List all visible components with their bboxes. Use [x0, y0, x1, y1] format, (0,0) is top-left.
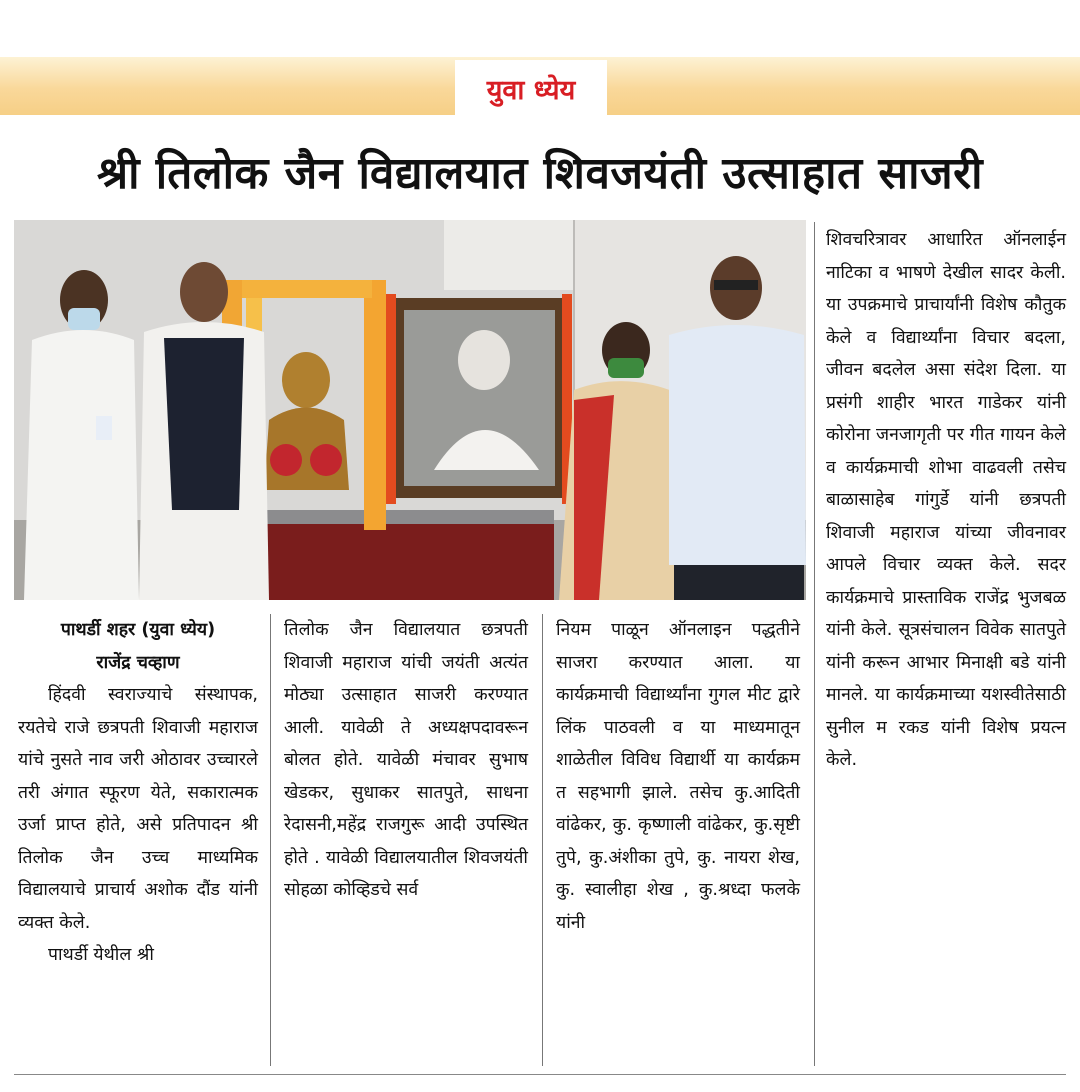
section-tag: युवा ध्येय: [486, 74, 576, 106]
article-column-2: [284, 614, 528, 907]
section-tag-box: [455, 60, 607, 116]
column-rule-3: [814, 222, 815, 1066]
article-column-3: [556, 614, 800, 939]
header-band-gap: [0, 115, 1080, 127]
bottom-rule: [14, 1074, 1066, 1075]
event-photo-illustration: [14, 220, 806, 600]
column-1-paragraph-1: हिंदवी स्वराज्याचे संस्थापक, रयतेचे राजे छत्रपती शिवाजी महाराज यांचे नुसते नाव जरी ओठावर उच्चारले तरी अंगात स्फूरण येते, सकारात्मक उर्जा प्राप्त होते, असे प्रतिपादन श्री तिलोक जैन उच्च माध्यमिक विद्यालयाचे प्राचार्य अशोक दौंड यांनी व्यक्त केले.: [18, 685, 258, 933]
column-1-paragraph-2: पाथर्डी येथील श्री: [48, 945, 154, 965]
column-4-text: शिवचरित्रावर आधारित ऑनलाईन नाटिका व भाषणे देखील सादर केली. या उपक्रमाचे प्राचार्यांनी विशेष कौतुक केले व विद्यार्थ्यांना विचार बदला, जीवन बदलेल असा संदेश दिला. या प्रसंगी शाहीर भारत गाडेकर यांनी कोरोना जनजागृती पर गीत गायन केले व कार्यक्रमाची शोभा वाढवली तसेच बाळासाहेब गांगुर्डे यांनी छत्रपती शिवाजी महाराज यांच्या जीवनावर आपले विचार व्यक्त केले. सदर कार्यक्रमाचे प्रास्ताविक राजेंद्र भुजबळ यांनी केले. सूत्रसंचालन विवेक सातपुते यांनी करून आभार मिनाक्षी बडे यांनी मानले. या कार्यक्रमाच्या यशस्वीतेसाठी सुनील म रकड यांनी विशेष प्रयत्न केले.: [826, 230, 1066, 770]
news-photo: [14, 220, 806, 600]
column-rule-1: [270, 614, 271, 1066]
article-column-4: [826, 224, 1066, 777]
column-rule-2: [542, 614, 543, 1066]
column-2-text: तिलोक जैन विद्यालयात छत्रपती शिवाजी महाराज यांची जयंती अत्यंत मोठ्या उत्साहात साजरी करण्यात आली. यावेळी ते अध्यक्षपदावरून बोलत होते. यावेळी मंचावर सुभाष खेडकर, सुधाकर सातपुते, साधना रेदासनी,महेंद्र राजगुरू आदी उपस्थित होते . यावेळी विद्यालयातील शिवजयंती सोहळा कोव्हिडचे सर्व: [284, 620, 528, 900]
article-column-1: [18, 614, 258, 972]
dateline: पाथर्डी शहर (युवा ध्येय): [60, 620, 216, 640]
column-3-text: नियम पाळून ऑनलाइन पद्धतीने साजरा करण्यात आला. या कार्यक्रमाची विद्यार्थ्यांना गुगल मीट द्वारे लिंक पाठवली व या माध्यमातून शाळेतील विविध विद्यार्थी या कार्यक्रम त सहभागी झाले. तसेच कु.आदिती वांढेकर, कु. कृष्णाली वांढेकर, कु.सृष्टी तुपे, कु.अंशीका तुपे, कु. नायरा शेख, कु. स्वालीहा शेख , कु.श्रध्दा फलके यांनी: [556, 620, 800, 933]
headline: श्री तिलोक जैन विद्यालयात शिवजयंती उत्साहात साजरी: [96, 148, 984, 199]
reporter-name: राजेंद्र चव्हाण: [96, 652, 180, 673]
